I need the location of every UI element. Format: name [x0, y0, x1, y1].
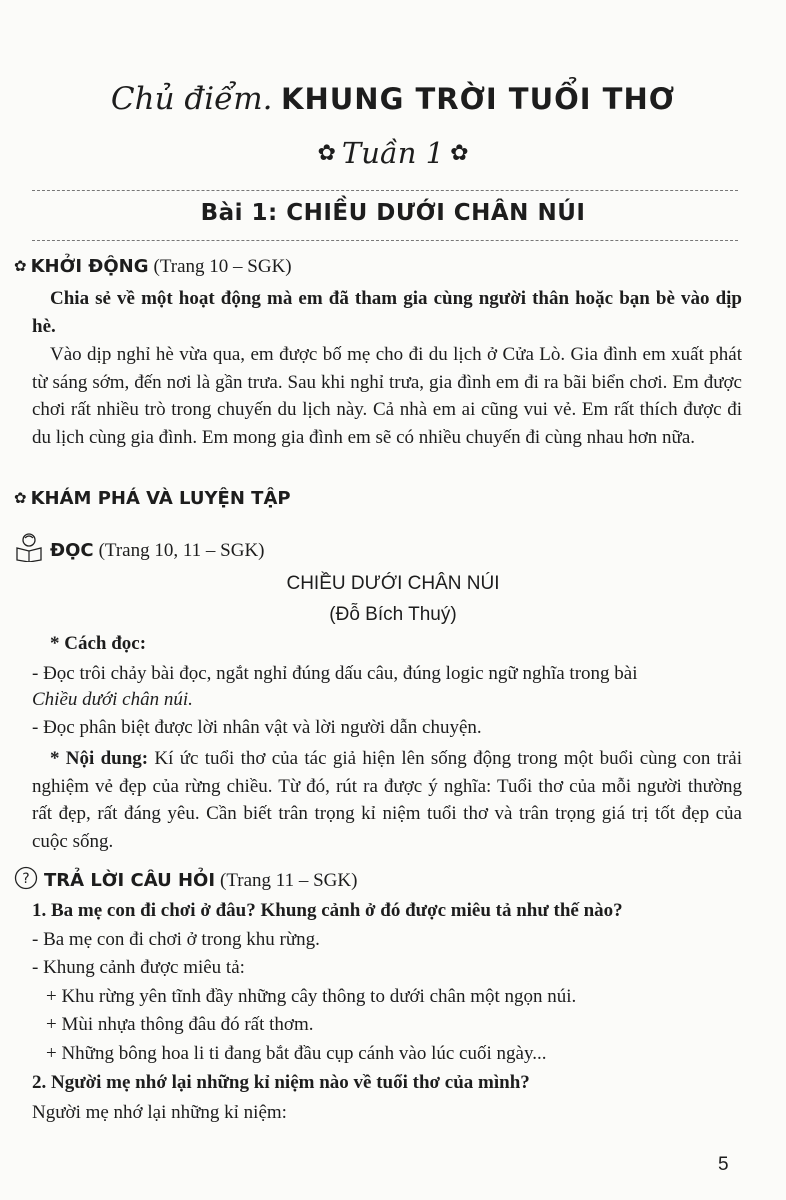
reading-method-label: * Cách đọc: — [50, 633, 147, 654]
questions-heading-label: TRẢ LỜI CÂU HỎI — [44, 870, 216, 891]
explore-heading — [14, 487, 291, 510]
page-number: 5 — [718, 1154, 729, 1175]
answer-2-line: Người mẹ nhớ lại những kỉ niệm: — [32, 1102, 287, 1123]
dotted-divider — [32, 240, 738, 241]
reading-child-icon — [14, 532, 44, 562]
svg-text:?: ? — [22, 871, 30, 887]
warmup-page-ref: (Trang 10 – SGK) — [153, 256, 292, 277]
reading-page-ref: (Trang 10, 11 – SGK) — [98, 540, 265, 561]
warmup-heading — [14, 255, 292, 278]
week-label: Tuần 1 — [341, 136, 445, 170]
flower-bullet-icon: ✿ — [14, 491, 27, 507]
reading-heading-label: ĐỌC — [50, 540, 94, 561]
reading-method-2: - Đọc phân biệt được lời nhân vật và lời người dẫn chuyện. — [32, 717, 482, 738]
flower-icon: ✿ — [450, 141, 469, 166]
flower-icon: ✿ — [317, 141, 336, 166]
warmup-answer: Vào dịp nghỉ hè vừa qua, em được bố mẹ cho đi du lịch ở Cửa Lò. Gia đình em xuất phát từ sáng sớm, đến nơi là gần trưa. Sau khi nghỉ trưa, gia đình em đi ra bãi biển chơi. Em được chơi rất nhiều trò trong chuyến du lịch này. Cả nhà em ai cũng vui vẻ. Em rất thích được đi du lịch cùng gia đình. Em mong gia đình em sẽ có nhiều chuyến đi cùng nhau hơn nữa. — [32, 344, 742, 448]
answer-1-line: - Khung cảnh được miêu tả: — [32, 957, 245, 978]
questions-page-ref: (Trang 11 – SGK) — [220, 870, 358, 891]
questions-heading — [14, 866, 357, 892]
lesson-title: Bài 1: CHIỀU DƯỚI CHÂN NÚI — [200, 200, 586, 226]
story-author: (Đỗ Bích Thuý) — [329, 604, 457, 625]
story-title: CHIỀU DƯỚI CHÂN NÚI — [286, 573, 500, 594]
dotted-divider — [32, 190, 738, 191]
flower-bullet-icon: ✿ — [14, 259, 27, 275]
warmup-heading-label: KHỞI ĐỘNG — [30, 256, 149, 277]
question-circle-icon — [14, 866, 38, 890]
reading-content-text: Kí ức tuổi thơ của tác giả hiện lên sống động trong một buổi cùng con trải nghiệm vẻ đẹp của rừng chiều. Từ đó, rút ra được ý nghĩa: Tuổi thơ của mỗi người thường rất đẹp, rất đáng yêu. Cần biết trân trọng kỉ niệm tuổi thơ và trân trọng giá trị tốt đẹp của cuộc sống. — [32, 748, 742, 852]
reading-method-1-title: Chiều dưới chân núi. — [32, 689, 193, 710]
chapter-header — [0, 80, 786, 118]
reading-heading — [14, 532, 265, 562]
reading-method-1: - Đọc trôi chảy bài đọc, ngắt nghỉ đúng dấu câu, đúng logic ngữ nghĩa trong bài — [32, 663, 638, 684]
answer-1-line: + Những bông hoa li ti đang bắt đầu cụp cánh vào lúc cuối ngày... — [46, 1043, 547, 1064]
question-2: 2. Người mẹ nhớ lại những kỉ niệm nào về tuổi thơ của mình? — [32, 1072, 530, 1093]
answer-1-line: + Khu rừng yên tĩnh đầy những cây thông to dưới chân một ngọn núi. — [46, 986, 577, 1007]
answer-1-line: - Ba mẹ con đi chơi ở trong khu rừng. — [32, 929, 320, 950]
reading-content-label: * Nội dung: — [50, 748, 149, 769]
chapter-title: KHUNG TRỜI TUỔI THƠ — [281, 82, 676, 116]
reading-content — [32, 745, 742, 855]
explore-heading-label: KHÁM PHÁ VÀ LUYỆN TẬP — [30, 488, 291, 509]
chapter-prefix: Chủ điểm. — [110, 81, 273, 117]
question-1: 1. Ba mẹ con đi chơi ở đâu? Khung cảnh ở đó được miêu tả như thế nào? — [32, 900, 623, 921]
week-header — [0, 136, 786, 170]
answer-1-line: + Mùi nhựa thông đâu đó rất thơm. — [46, 1014, 314, 1035]
warmup-prompt: Chia sẻ về một hoạt động mà em đã tham gia cùng người thân hoặc bạn bè vào dịp hè. — [32, 288, 742, 337]
